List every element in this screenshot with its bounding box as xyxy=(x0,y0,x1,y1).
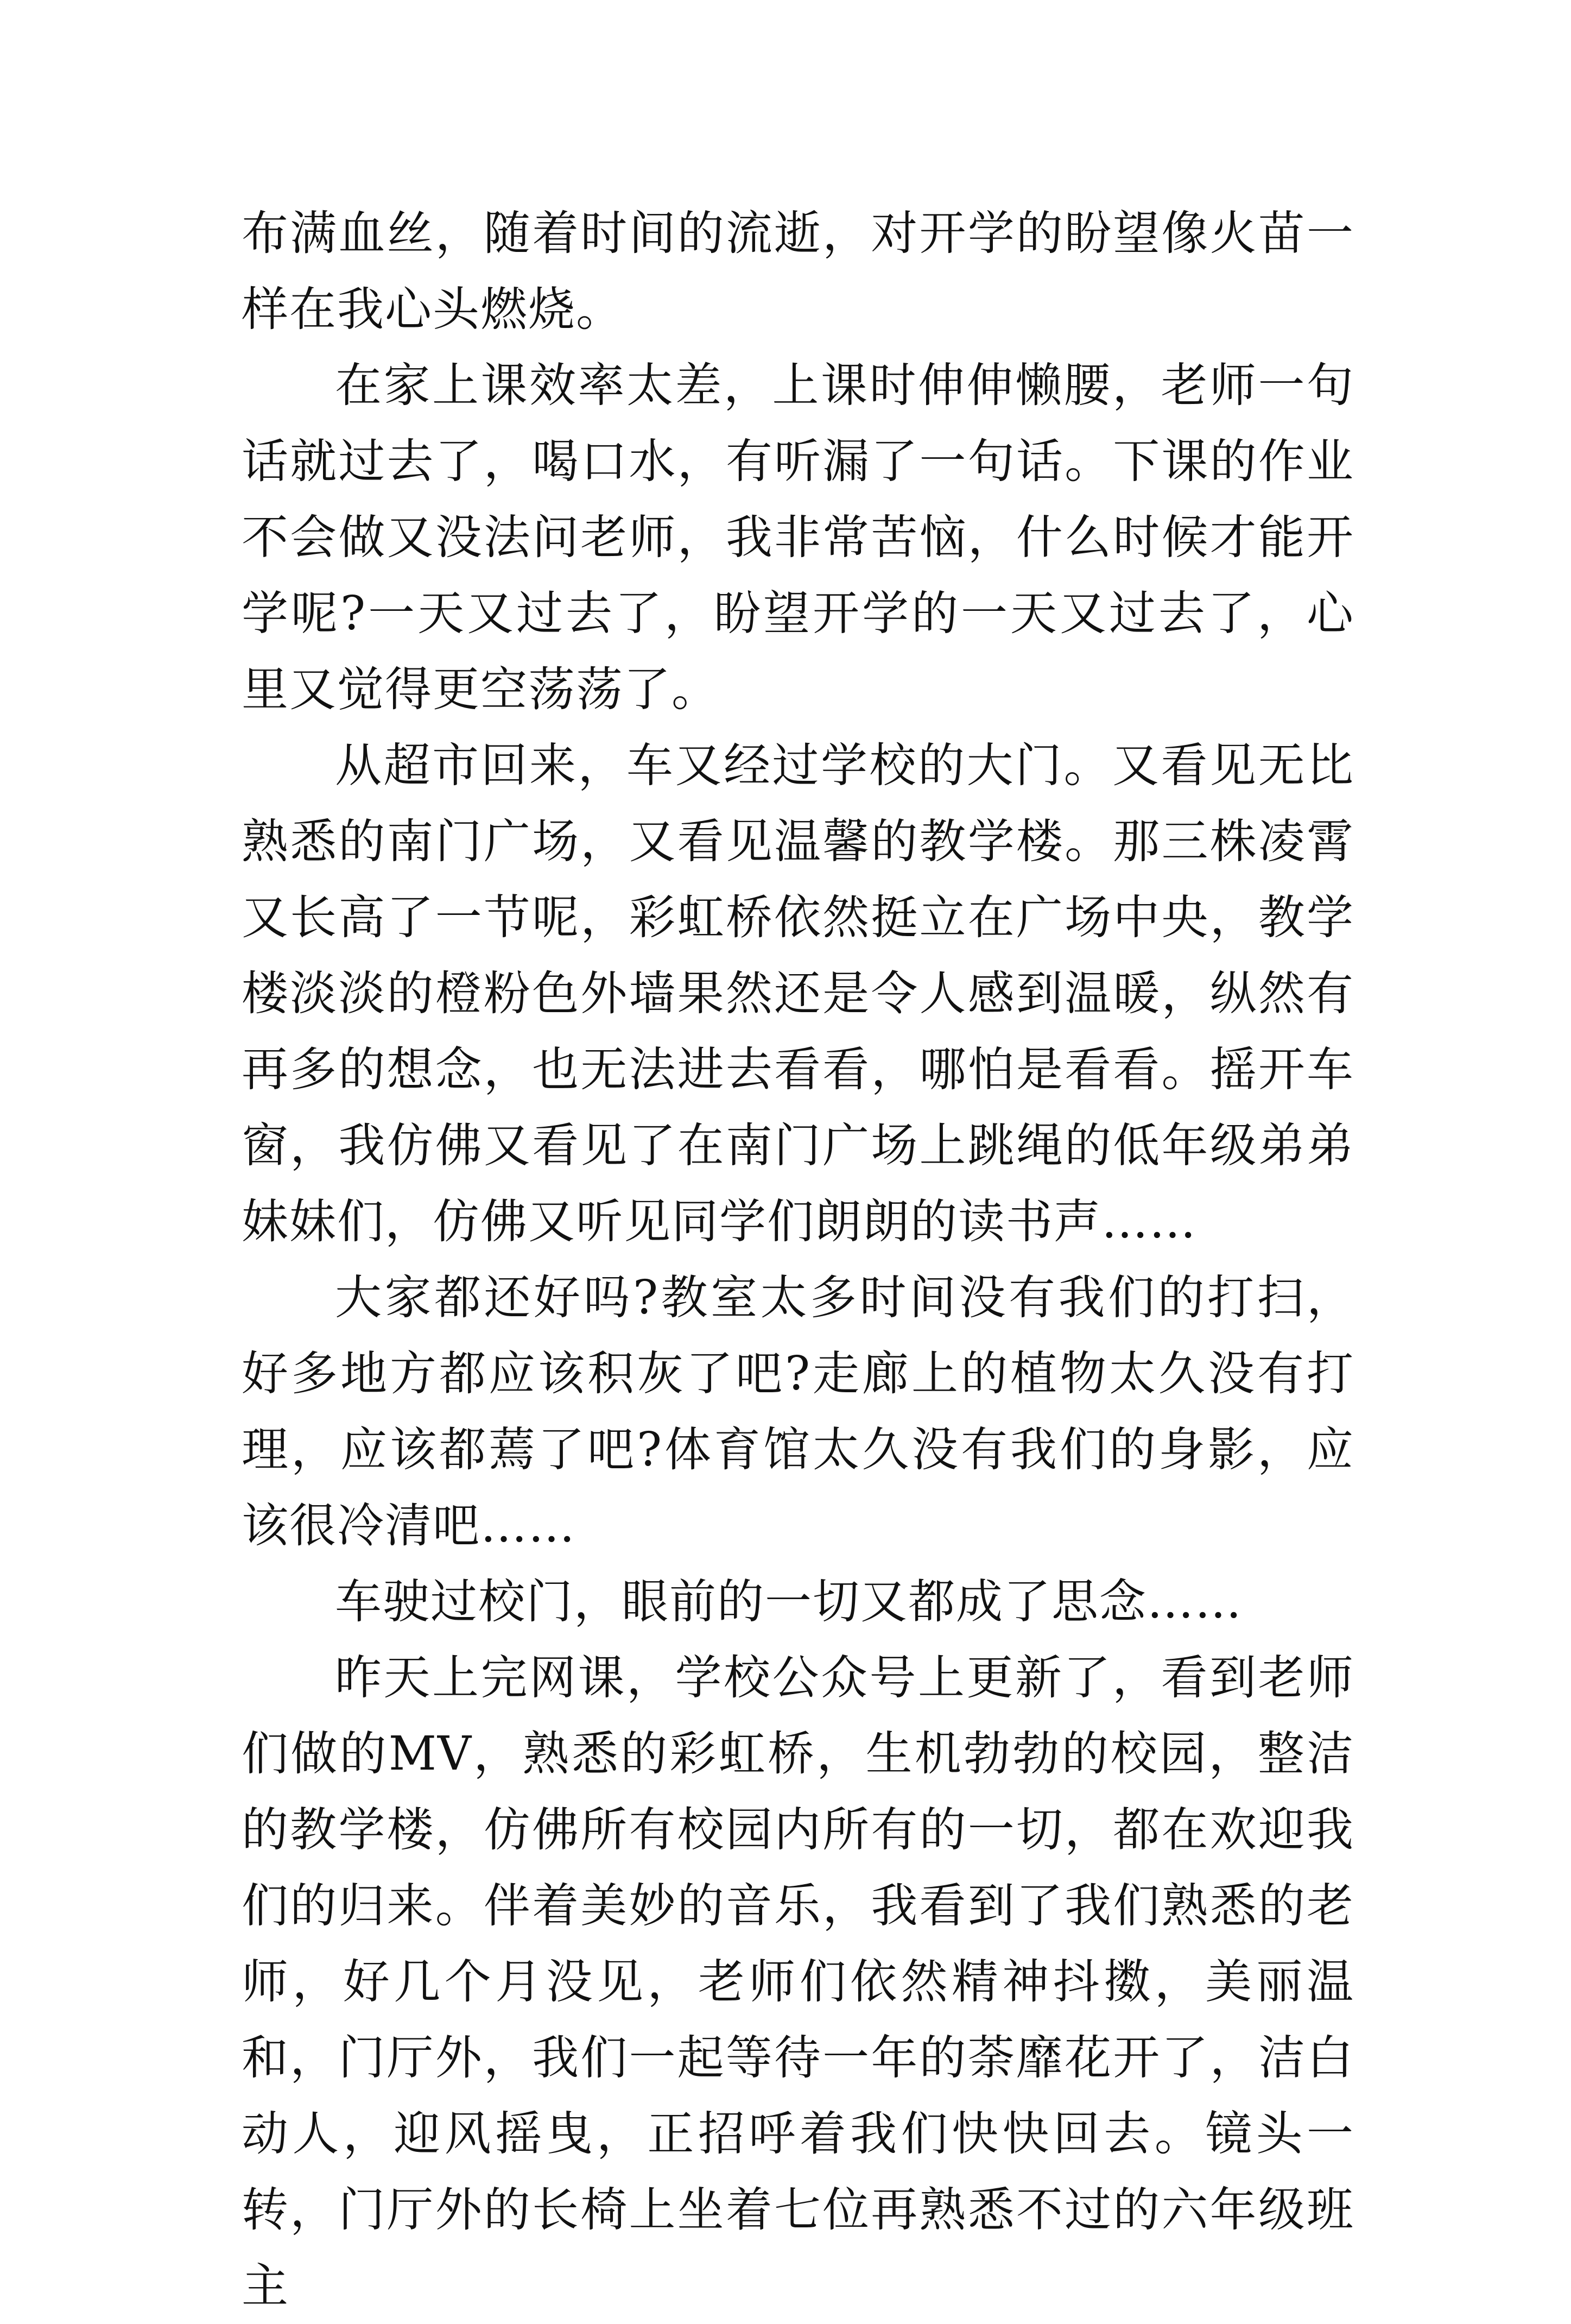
paragraph-1: 布满血丝，随着时间的流逝，对开学的盼望像火苗一样在我心头燃烧。 xyxy=(242,206,1354,337)
paragraph-6: 昨天上完网课，学校公众号上更新了，看到老师们做的MV，熟悉的彩虹桥，生机勃勃的校园，整洁的教学楼，仿佛所有校园内所有的一切，都在欢迎我们的归来。伴着美妙的音乐，我看到了我们熟悉的老师，好几个月没见，老师们依然精神抖擞，美丽温和，门厅外，我们一起等待一年的荼靡花开了，洁白动人，迎风摇曳，正招呼着我们快快回去。镜头一转，门厅外的长椅上坐着七位再熟悉不过的六年级班主 xyxy=(242,1651,1354,2313)
paragraph-5: 车驶过校门，眼前的一切又都成了思念…… xyxy=(335,1575,1243,1629)
paragraph-2: 在家上课效率太差，上课时伸伸懒腰，老师一句话就过去了，喝口水，有听漏了一句话。下课的作业不会做又没法问老师，我非常苦恼，什么时候才能开学呢?一天又过去了，盼望开学的一天又过去了，心里又觉得更空荡荡了。 xyxy=(242,358,1354,717)
body-text xyxy=(242,195,1354,2324)
paragraph-3: 从超市回来，车又经过学校的大门。又看见无比熟悉的南门广场，又看见温馨的教学楼。那三株凌霄又长高了一节呢，彩虹桥依然挺立在广场中央，教学楼淡淡的橙粉色外墙果然还是令人感到温暖，纵然有再多的想念，也无法进去看看，哪怕是看看。摇开车窗，我仿佛又看见了在南门广场上跳绳的低年级弟弟妹妹们，仿佛又听见同学们朗朗的读书声…… xyxy=(242,738,1354,1249)
paragraph-4: 大家都还好吗?教室太多时间没有我们的打扫，好多地方都应该积灰了吧?走廊上的植物太久没有打理，应该都蔫了吧?体育馆太久没有我们的身影，应该很冷清吧…… xyxy=(242,1271,1354,1553)
